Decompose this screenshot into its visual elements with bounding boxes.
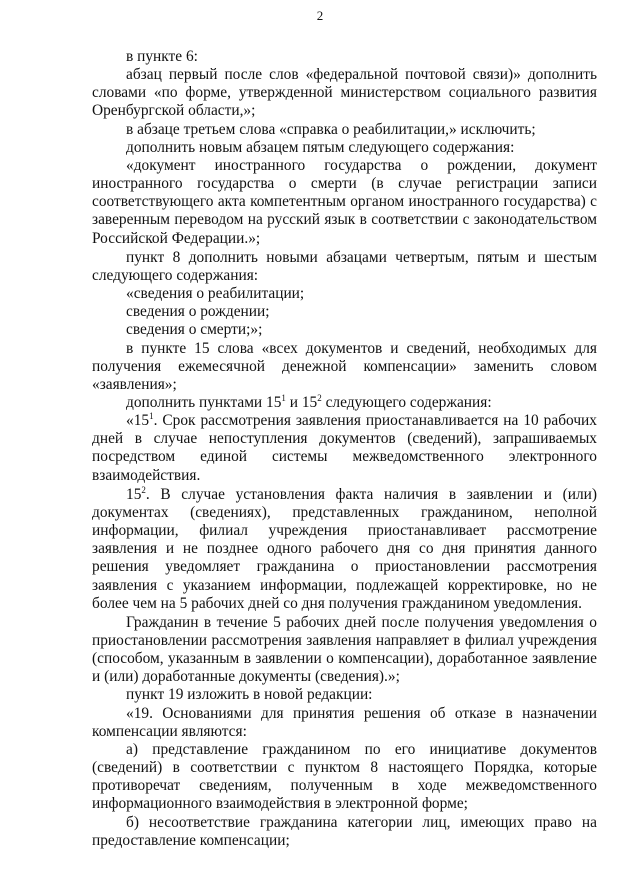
- page-number: 2: [316, 8, 324, 23]
- superscript: 2: [141, 484, 146, 495]
- paragraph: Гражданин в течение 5 рабочих дней после получения уведомления о приостановлении рассмотрения заявления направляет в филиал учреждения (способом, указанным в заявлении о компенсации), доработанное заявление и (или) доработанные документы (сведения).»;: [92, 613, 597, 686]
- text-run: и 15: [285, 393, 318, 411]
- superscript: 1: [149, 411, 154, 421]
- paragraph: а) представление гражданином по его инициативе документов (сведений) в соответствии с пунктом 8 настоящего Порядка, которые противоречат сведениям, полученным в ходе межведомственного информационного взаимодействия в электронной форме;: [92, 740, 597, 813]
- paragraph: [92, 412, 597, 485]
- paragraph: «19. Основаниями для принятия решения об отказе в назначении компенсации являются:: [92, 704, 597, 740]
- document-body: [92, 48, 597, 850]
- paragraph: в абзаце третьем слова «справка о реабилитации,» исключить;: [126, 120, 536, 138]
- paragraph: [92, 394, 597, 412]
- paragraph: пункт 8 дополнить новыми абзацами четвертым, пятым и шестым следующего содержания:: [92, 248, 597, 284]
- text-run: следующего содержания:: [321, 393, 492, 411]
- paragraph: дополнить новым абзацем пятым следующего содержания:: [126, 138, 515, 156]
- paragraph: в пункте 15 слова «всех документов и сведений, необходимых для получения ежемесячной денежной компенсации» заменить словом «заявления»;: [92, 339, 597, 393]
- paragraph: «документ иностранного государства о рождении, документ иностранного государства о смерти (в случае регистрации записи соответствующего акта компетентным органом иностранного государства) с заверенным переводом на русский язык в соответствии с законодательством Российской Федерации.»;: [92, 156, 597, 247]
- paragraph: «сведения о реабилитации;: [126, 285, 305, 303]
- text-run: «15: [126, 412, 150, 430]
- paragraph: сведения о смерти;»;: [126, 321, 263, 339]
- paragraph: абзац первый после слов «федеральной почтовой связи)» дополнить словами «по форме, утвержденной министерством социального развития Оренбургской области,»;: [92, 66, 597, 120]
- superscript: 1: [281, 392, 286, 403]
- text-run: дополнить пунктами 15: [126, 393, 282, 411]
- paragraph: сведения о рождении;: [126, 303, 270, 321]
- text-run: . Срок рассмотрения заявления приостанавливается на 10 рабочих дней в случае непоступления документов (сведений), запрашиваемых посредством единой системы межведомственного электронного взаимодействия.: [92, 412, 597, 484]
- paragraph: пункт 19 изложить в новой редакции:: [126, 686, 373, 704]
- text-run: 15: [126, 485, 142, 503]
- paragraph: б) несоответствие гражданина категории лиц, имеющих право на предоставление компенсации;: [92, 813, 597, 849]
- superscript: 2: [317, 392, 322, 403]
- text-run: . В случае установления факта наличия в заявлении и (или) документах (сведениях), представленных гражданином, неполной информации, филиал учреждения приостанавливает рассмотрение заявления и не позднее одного рабочего дня со дня принятия данного решения уведомляет гражданина о приостановлении рассмотрения заявления с указанием информации, подлежащей корректировке, но не более чем на 5 рабочих дней со дня получения гражданином уведомления.: [92, 485, 597, 612]
- paragraph: в пункте 6:: [126, 48, 198, 65]
- paragraph: [92, 486, 597, 613]
